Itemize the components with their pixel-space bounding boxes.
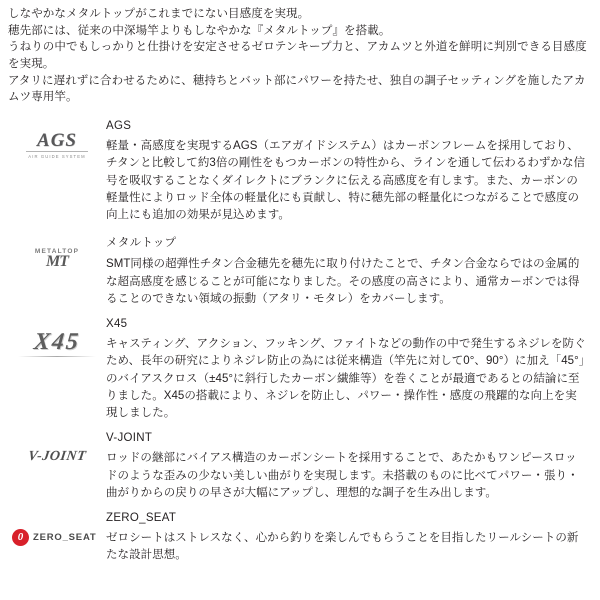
metaltop-logo <box>11 242 103 276</box>
feature-title-metaltop: メタルトップ <box>106 237 177 250</box>
ags-logo-sub: AIR GUIDE SYSTEM <box>28 154 86 160</box>
feature-body-zero-seat: ゼロシートはストレスなく、心から釣りを楽しんでもらうことを目指したリールシートの新たな設計思想。 <box>106 532 579 562</box>
feature-body-metaltop: SMT同様の超弾性チタン合金穂先を穂先に取り付けたことで、チタン合金ならではの金属的な超高感度を感じることが可能になりました。その感度の高さにより、通常カーボンでは得ることのできない領域の振動（アタリ・モタレ）をカバーします。 <box>106 258 580 305</box>
x45-logo-rule <box>18 356 96 357</box>
feature-logo-column <box>8 512 106 554</box>
zero-seat-logo <box>10 520 104 554</box>
x45-logo <box>11 326 103 360</box>
feature-body-x45: キャスティング、アクション、フッキング、ファイトなどの動作の中で発生するネジレを防ぐため、長年の研究によりネジレ防止の為には従来構造（竿先に対して0°、90°）に加え「45°」のバイアスクロス（±45°に斜行したカーボン繊維等）を巻くことが最適であるとの結論に至りました。X45の搭載により、ネジレを防止し、パワー・操作性・感度の飛躍的な向上を実現しました。 <box>106 338 586 420</box>
metaltop-logo-main: MT <box>46 253 68 271</box>
feature-text-column <box>106 318 592 422</box>
v-joint-logo-main: V-JOINT <box>27 449 88 465</box>
intro-line-1: しなやかなメタルトップがこれまでにない目感度を実現。 <box>8 8 310 20</box>
feature-title-ags: AGS <box>106 120 132 133</box>
v-joint-logo <box>11 440 103 474</box>
feature-text-column <box>106 512 592 565</box>
feature-logo-column <box>8 120 106 162</box>
intro-line-4: アタリに遅れずに合わせるために、穂持ちとバット部にパワーを持たせ、独自の調子セッティングを施したアカムツ専用竿。 <box>8 74 586 104</box>
feature-logo-column <box>8 234 106 276</box>
zero-seat-logo-main: ZERO_SEAT <box>33 531 97 543</box>
feature-logo-column <box>8 318 106 360</box>
x45-logo-main: X45 <box>32 328 82 355</box>
feature-x45 <box>8 318 592 422</box>
feature-text-column <box>106 432 592 502</box>
feature-title-zero-seat: ZERO_SEAT <box>106 512 177 525</box>
feature-ags <box>8 120 592 224</box>
feature-metaltop <box>8 234 592 308</box>
feature-body-ags: 軽量・高感度を実現するAGS（エアガイドシステム）はカーボンフレームを採用しており、チタンと比較して約3倍の剛性をもつカーボンの特性から、ラインを通して伝わるわずかな信号を吸収することなくダイレクトにブランクに伝える高感度を有します。また、カーボンの軽量性によりロッド全体の軽量化にも貢献し、特に穂先部の軽量化につながることで感度の向上にも追加の効果が見込めます。 <box>106 140 586 222</box>
intro-line-3: うねりの中でもしっかりと仕掛けを安定させるゼロテンキープ力と、アカムツと外道を鮮明に判別できる目感度を実現。 <box>8 41 587 71</box>
zero-seat-badge-icon: 0 <box>12 529 29 546</box>
ags-logo-main: AGS <box>37 130 77 152</box>
feature-zero-seat <box>8 512 592 565</box>
feature-text-column <box>106 120 592 224</box>
feature-v-joint <box>8 432 592 502</box>
ags-logo-rule <box>26 151 88 152</box>
feature-title-v-joint: V-JOINT <box>106 432 153 445</box>
intro-line-2: 穂先部には、従来の中深場竿よりもしなやかな『メタルトップ』を搭載。 <box>8 24 391 37</box>
feature-logo-column <box>8 432 106 474</box>
ags-logo <box>11 128 103 162</box>
intro-block <box>8 6 592 106</box>
feature-title-x45: X45 <box>106 318 128 331</box>
feature-text-column <box>106 234 592 308</box>
metaltop-logo-top: METALTOP <box>34 248 80 256</box>
feature-body-v-joint: ロッドの継部にバイアス構造のカーボンシートを採用することで、あたかもワンピースロッドのような歪みの少ない美しい曲がりを実現します。未搭載のものに比べてパワー・張り・曲がりからの戻りの早さが大幅にアップし、理想的な調子を生み出します。 <box>106 452 579 499</box>
